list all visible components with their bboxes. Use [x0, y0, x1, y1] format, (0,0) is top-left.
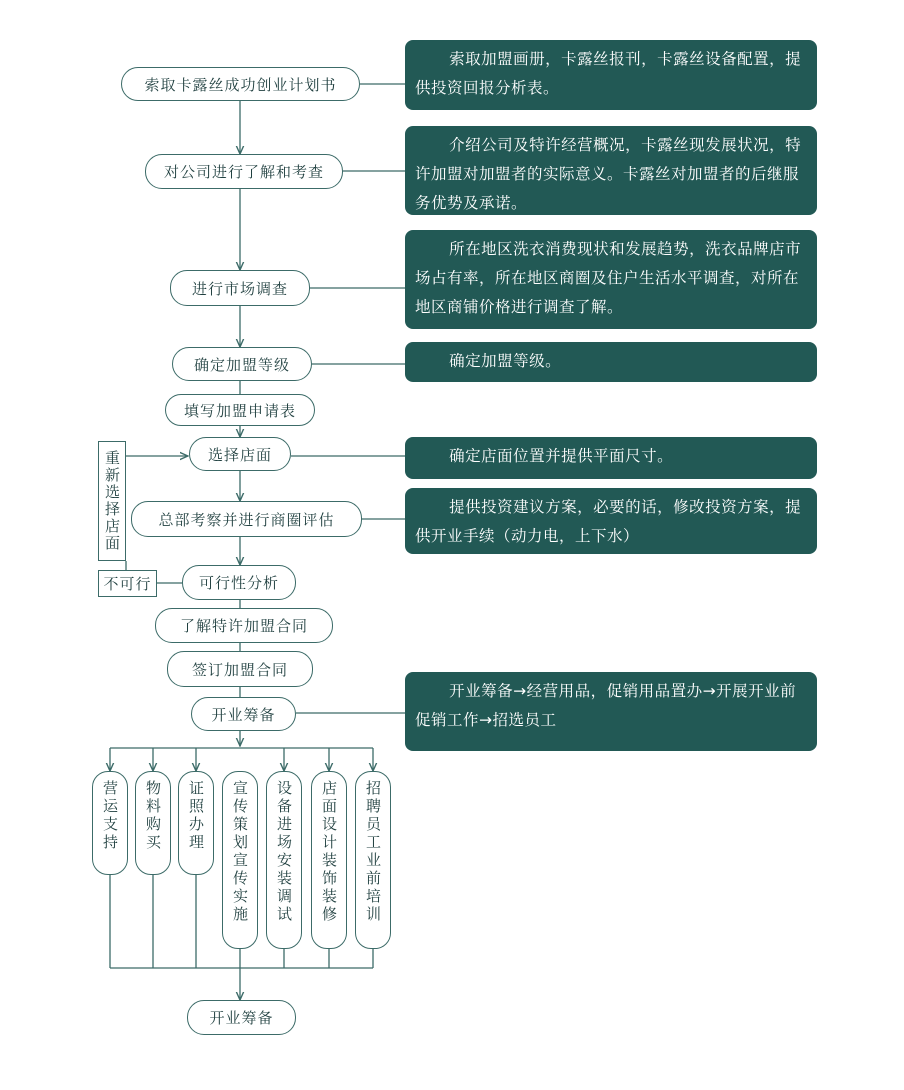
step-label: 开业筹备 — [211, 705, 276, 724]
step-label: 了解特许加盟合同 — [179, 617, 308, 635]
note-text: 介绍公司及特许经营概况，卡露丝现发展状况，特许加盟对加盟者的实际意义。卡露丝对加盟者的后继服务优势及承诺。 — [415, 136, 802, 212]
step-get-business-plan — [121, 67, 360, 101]
branch-store-design — [311, 771, 347, 949]
step-label: 选择店面 — [207, 445, 272, 464]
not-feasible-label: 不可行 — [103, 575, 152, 593]
note-text: 索取加盟画册，卡露丝报刊，卡露丝设备配置，提供投资回报分析表。 — [415, 50, 802, 97]
note-company-intro — [405, 126, 817, 215]
note-text: 确定加盟等级。 — [449, 352, 562, 370]
step-label: 对公司进行了解和考查 — [163, 163, 324, 181]
note-text: 所在地区洗衣消费现状和发展趋势，洗衣品牌店市场占有率，所在地区商圈及住户生活水平调查，对所在地区商铺价格进行调查了解。 — [415, 240, 802, 316]
note-investment-plan — [405, 488, 817, 554]
branch-label: 证照办理 — [187, 780, 205, 852]
note-text: 开业筹备→经营用品，促销用品置办→开展开业前促销工作→招选员工 — [415, 682, 797, 729]
step-label: 开业筹备 — [209, 1009, 274, 1027]
step-label: 确定加盟等级 — [193, 355, 290, 374]
note-brochure — [405, 40, 817, 110]
not-feasible-box — [98, 570, 157, 597]
step-opening-prep-final — [187, 1000, 296, 1035]
step-market-survey — [170, 270, 310, 306]
branch-material-purchase — [135, 771, 171, 875]
step-sign-contract — [167, 651, 313, 687]
branch-equipment — [266, 771, 302, 949]
step-opening-prep — [191, 697, 296, 731]
step-confirm-level — [172, 347, 312, 381]
note-text: 确定店面位置并提供平面尺寸。 — [449, 447, 674, 465]
note-text: 提供投资建议方案，必要的话，修改投资方案，提供开业手续（动力电，上下水） — [415, 498, 802, 545]
branch-label: 宣传策划宣传实施 — [231, 780, 249, 924]
step-hq-assessment — [131, 501, 362, 537]
branch-label: 设备进场安装调试 — [275, 780, 293, 924]
step-label: 填写加盟申请表 — [183, 401, 296, 420]
step-label: 总部考察并进行商圈评估 — [158, 510, 335, 529]
step-label: 签订加盟合同 — [191, 660, 288, 679]
step-label: 可行性分析 — [198, 574, 279, 592]
branch-operation-support — [92, 771, 128, 875]
note-market-survey — [405, 230, 817, 329]
branch-label: 营运支持 — [101, 780, 119, 852]
branch-license — [178, 771, 214, 875]
note-opening-prep — [405, 672, 817, 751]
branch-label: 招聘员工业前培训 — [364, 780, 382, 924]
branch-recruitment — [355, 771, 391, 949]
step-feasibility — [182, 565, 296, 600]
step-label: 索取卡露丝成功创业计划书 — [144, 75, 337, 94]
step-fill-application — [165, 394, 315, 426]
branch-label: 物料购买 — [144, 780, 162, 852]
branch-label: 店面设计装饰装修 — [320, 780, 338, 924]
reselect-store-label: 重新选择店面 — [103, 450, 121, 552]
step-understand-contract — [155, 608, 333, 643]
step-choose-store — [189, 437, 291, 471]
note-store-location — [405, 437, 817, 479]
branch-promotion — [222, 771, 258, 949]
note-confirm-level — [405, 342, 817, 382]
step-label: 进行市场调查 — [191, 279, 288, 298]
reselect-store-box — [98, 441, 126, 561]
step-company-review — [145, 154, 343, 189]
